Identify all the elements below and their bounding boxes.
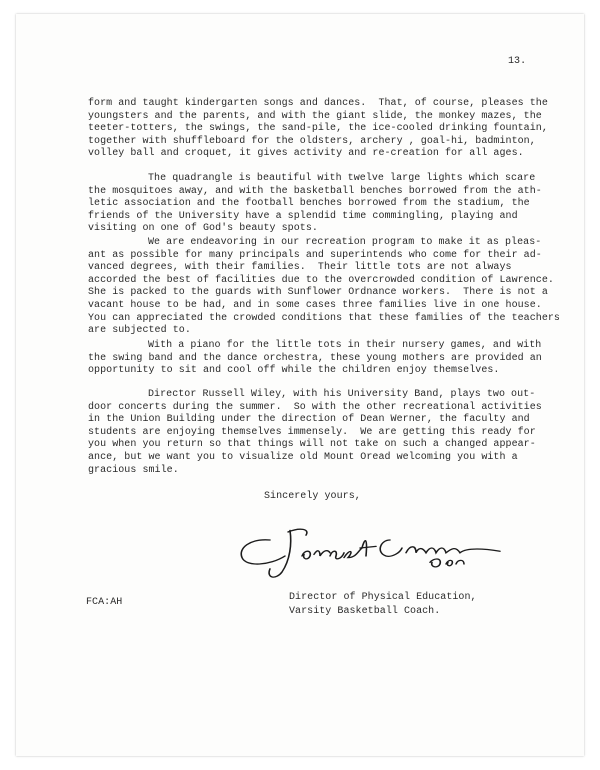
text-line: gracious smile. (88, 464, 179, 476)
text-line: vanced degrees, with their families. Their little tots are not always (88, 262, 512, 274)
text-line: Director Russell Wiley, with his University Band, plays two out- (148, 389, 536, 400)
text-line: vacant house to be had, and in some cases three families live in one house. (88, 299, 542, 311)
text-line: volley ball and croquet, it gives activity and re-creation for all ages. (88, 148, 524, 160)
text-line: opportunity to sit and cool off while the children enjoy themselves. (88, 365, 500, 377)
text-line: form and taught kindergarten songs and dances. That, of course, pleases the (88, 98, 548, 109)
initials: FCA:AH (86, 597, 123, 608)
paragraph-5 (88, 389, 542, 477)
text-line: the mosquitoes away, and with the basketball benches borrowed from the ath- (88, 185, 542, 197)
text-line: accorded the best of facilities due to the overcrowded condition of Lawrence. (88, 274, 554, 286)
text-line: together with shuffleboard for the oldsters, archery , goal-hi, badminton, (88, 135, 536, 147)
signature (230, 516, 540, 588)
paragraph-2 (88, 173, 542, 236)
paragraph-3 (88, 237, 560, 338)
text-line: are subjected to. (88, 325, 191, 337)
text-line: you when you return so that things will not take on such a changed appear- (88, 439, 536, 451)
text-line: letic association and the football benches borrowed from the stadium, the (88, 198, 530, 210)
text-line: We are endeavoring in our recreation program to make it as pleas- (148, 237, 542, 248)
text-line: visiting on one of God's beauty spots. (88, 223, 318, 235)
text-line: students are enjoying themselves immensely. We are getting this ready for (88, 426, 536, 438)
signature-title-2: Varsity Basketball Coach. (289, 606, 441, 617)
paragraph-1 (88, 98, 548, 161)
text-line: teeter-totters, the swings, the sand-pile, the ice-cooled drinking fountain, (88, 123, 548, 135)
signature-title-1: Director of Physical Education, (289, 592, 477, 603)
text-line: You can appreciated the crowded conditions that these families of the teachers (88, 312, 560, 324)
text-line: friends of the University have a splendid time commingling, playing and (88, 210, 518, 222)
closing: Sincerely yours, (264, 491, 361, 502)
text-line: ant as possible for many principals and superintends who come for their ad- (88, 249, 542, 261)
text-line: in the Union Building under the direction of Dean Werner, the faculty and (88, 414, 530, 426)
text-line: With a piano for the little tots in their nursery games, and with (148, 340, 542, 351)
text-line: She is packed to the guards with Sunflower Ordnance workers. There is not a (88, 287, 548, 299)
text-line: youngsters and the parents, and with the giant slide, the monkey mazes, the (88, 110, 542, 122)
paragraph-4 (88, 340, 542, 378)
text-line: The quadrangle is beautiful with twelve large lights which scare (148, 173, 536, 184)
text-line: ance, but we want you to visualize old Mount Oread welcoming you with a (88, 451, 518, 463)
page-number: 13. (508, 56, 527, 67)
text-line: the swing band and the dance orchestra, these young mothers are provided an (88, 352, 542, 364)
text-line: door concerts during the summer. So with the other recreational activities (88, 401, 542, 413)
